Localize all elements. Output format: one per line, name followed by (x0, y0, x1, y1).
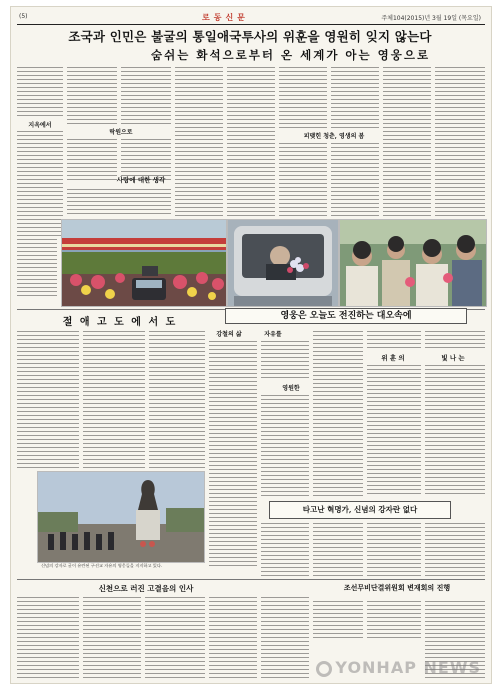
banner-quote: 타고난 혁명가, 신념의 강자란 없다 (269, 501, 451, 519)
article-text (175, 65, 223, 217)
article-text (313, 521, 363, 577)
article-text (425, 329, 485, 349)
section-heading: 조선무비단결위원회 변재회의 진행 (343, 583, 451, 592)
article-text (367, 329, 421, 349)
watermark: YONHAP NEWS (316, 658, 481, 677)
article-text (279, 65, 327, 129)
article-text (17, 65, 63, 117)
article-text (67, 187, 171, 217)
article-text (17, 595, 79, 679)
page-number: (5) (19, 13, 28, 20)
photo-people-celebrating (339, 219, 487, 307)
article-text (261, 521, 309, 577)
banner-heading: 영웅은 오늘도 전진하는 대오속에 (225, 308, 467, 324)
article-text (367, 521, 421, 577)
photo-welcome-crowd (61, 219, 227, 307)
article-text (425, 363, 485, 497)
article-text (83, 329, 145, 469)
article-text (331, 141, 379, 217)
section-heading: 지옥에서 (28, 122, 52, 129)
article-text (261, 339, 309, 379)
article-text (435, 65, 485, 217)
article-text (367, 599, 421, 639)
section-heading: 빛 나 는 (441, 354, 465, 362)
article-text (279, 141, 327, 217)
newspaper-page (10, 6, 492, 684)
article-text (209, 595, 257, 679)
headline: 조국과 인민은 불굴의 통일애국투사의 위훈을 영원히 잊지 않는다 (68, 29, 432, 44)
article-text (313, 599, 363, 639)
article-text (17, 329, 79, 469)
article-text (209, 339, 257, 569)
article-text (149, 329, 205, 469)
article-text (67, 65, 117, 125)
section-heading: 피맺힌 청춘, 영생의 봄 (303, 133, 365, 140)
photo-statue-ceremony (37, 471, 205, 563)
section-heading: 신천으로 러진 고결음의 인사 (98, 584, 194, 593)
article-text (425, 521, 485, 577)
section-divider (17, 579, 485, 580)
article-text (227, 65, 275, 217)
photo-car-flowers (227, 219, 339, 307)
article-text (261, 393, 309, 497)
article-text (261, 595, 309, 679)
section-heading: 영원한 (282, 385, 300, 392)
subheadline: 숨쉬는 화석으로부터 온 세계가 아는 영웅으로 (151, 48, 431, 62)
watermark-logo-icon (316, 661, 332, 677)
section-heading: 위 훈 의 (381, 354, 405, 362)
section-heading: 자유를 (264, 331, 282, 338)
section-heading: 사랑에 대한 생각 (116, 176, 166, 184)
article-text (83, 595, 141, 679)
article-text (145, 595, 205, 679)
article-text (17, 237, 57, 297)
issue-date: 주체104(2015)년 3월 19일 (목요일) (381, 15, 481, 22)
section-heading: 강철의 삶 (216, 331, 242, 338)
article-text (383, 65, 431, 217)
article-text (121, 65, 171, 125)
photo-caption: 신념의 강자로 굴이 유란된 구선교 자유의 영웅들을 지지하고 있다. (41, 563, 163, 568)
article-text (17, 129, 63, 237)
article-text (331, 65, 379, 129)
article-text (313, 329, 363, 497)
paper-name: 로동신문 (202, 13, 249, 22)
article-text (367, 363, 421, 497)
section-heading: 절 애 고 도 에 서 도 (62, 317, 178, 328)
page-header (17, 10, 485, 25)
section-heading: 락원으로 (109, 129, 133, 136)
